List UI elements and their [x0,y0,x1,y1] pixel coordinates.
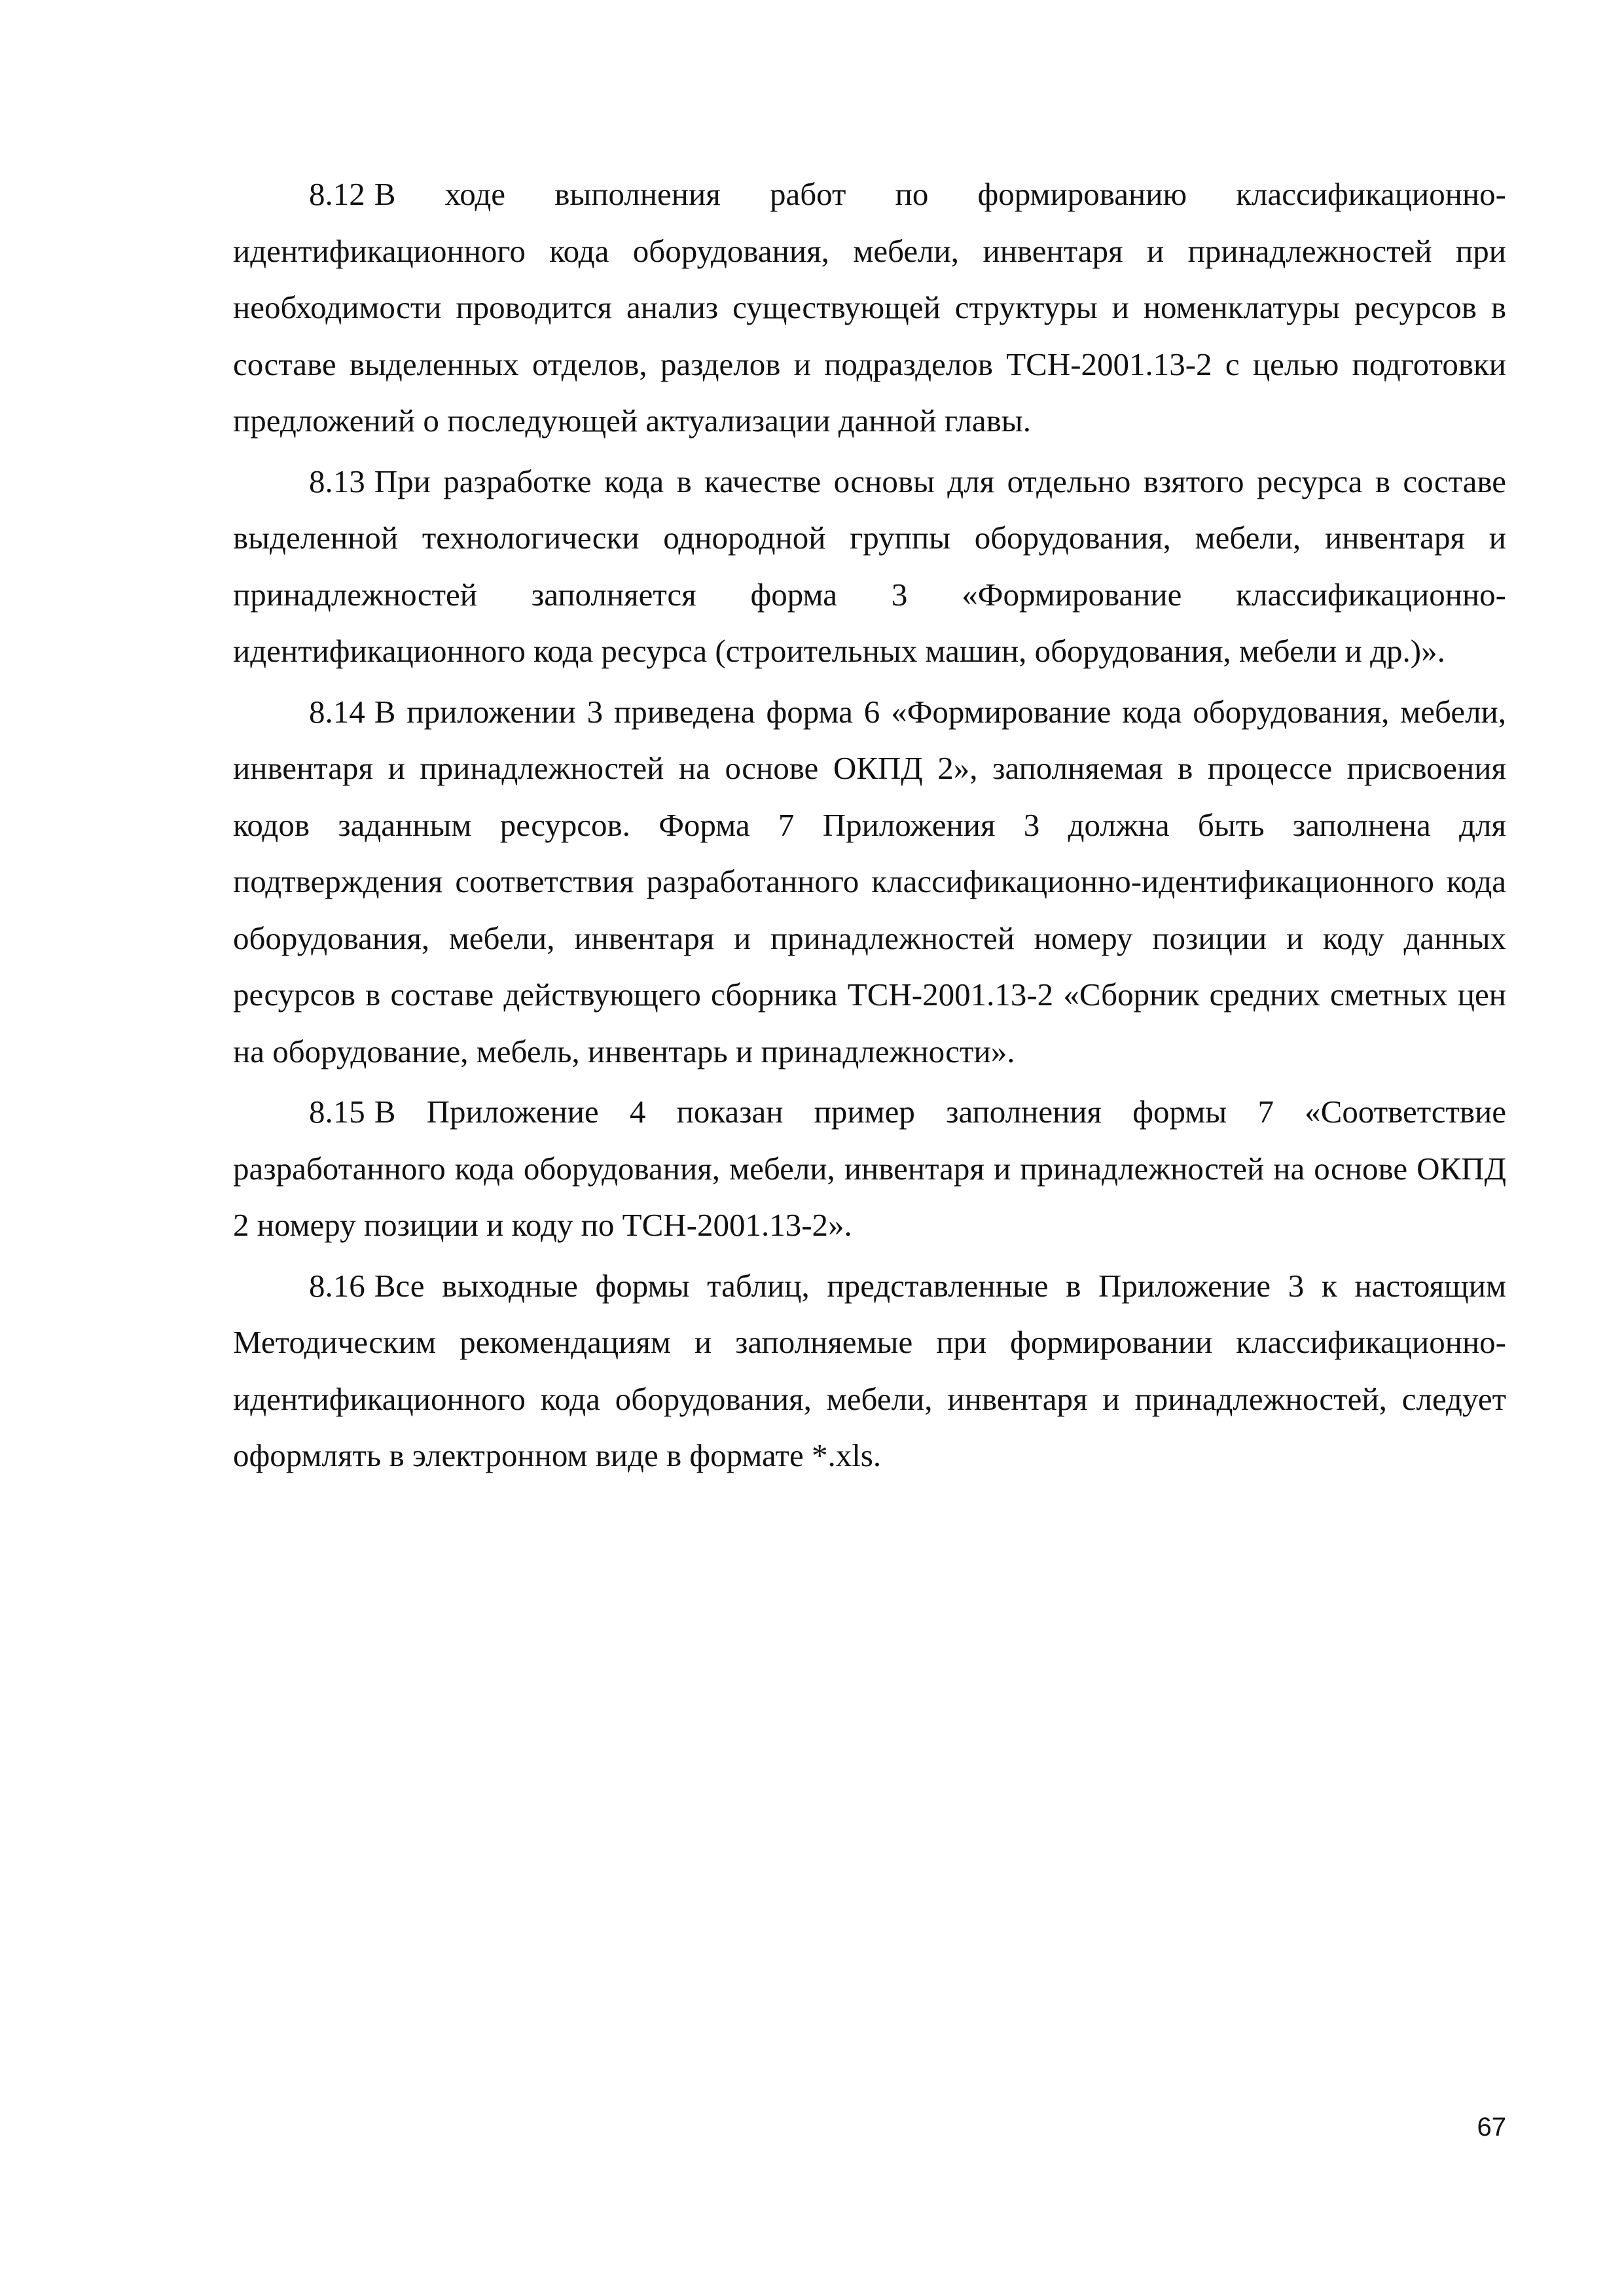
paragraph-8-13 [233,454,1506,680]
paragraph-number: 8.13 [309,463,365,499]
paragraph-number: 8.15 [309,1094,365,1130]
paragraph-8-16 [233,1258,1506,1484]
paragraph-text: В приложении 3 приведена форма 6 «Формирование кода оборудования, мебели, инвентаря и принадлежностей на основе ОКПД 2», заполняемая в процессе присвоения кодов заданным ресурсов. Форма 7 Приложения 3 должна быть заполнена для подтверждения соответствия разработанного классификационно-идентификационного кода оборудования, мебели, инвентаря и принадлежностей номеру позиции и коду данных ресурсов в составе действующего сборника ТСН-2001.13-2 «Сборник средних сметных цен на оборудование, мебель, инвентарь и принадлежности». [233,693,1506,1069]
document-body [233,166,1506,1488]
paragraph-number: 8.12 [309,176,365,212]
paragraph-text: В ходе выполнения работ по формированию классификационно-идентификационного кода оборудования, мебели, инвентаря и принадлежностей при необходимости проводится анализ существующей структуры и номенклатуры ресурсов в составе выделенных отделов, разделов и подразделов ТСН-2001.13-2 с целью подготовки предложений о последующей актуализации данной главы. [233,176,1506,439]
paragraph-8-15 [233,1084,1506,1254]
paragraph-text: При разработке кода в качестве основы для отдельно взятого ресурса в составе выделенной технологически однородной группы оборудования, мебели, инвентаря и принадлежностей заполняется форма 3 «Формирование классификационно-идентификационного кода ресурса (строительных машин, оборудования, мебели и др.)». [233,463,1506,669]
paragraph-number: 8.16 [309,1267,365,1304]
page-number: 67 [1477,2113,1506,2142]
paragraph-text: В Приложение 4 показан пример заполнения формы 7 «Соответствие разработанного кода оборудования, мебели, инвентаря и принадлежностей на основе ОКПД 2 номеру позиции и коду по ТСН-2001.13-2». [233,1094,1506,1243]
paragraph-text: Все выходные формы таблиц, представленные в Приложение 3 к настоящим Методическим рекомендациям и заполняемые при формировании классификационно-идентификационного кода оборудования, мебели, инвентаря и принадлежностей, следует оформлять в электронном виде в формате *.xls. [233,1267,1506,1473]
paragraph-number: 8.14 [309,693,365,730]
paragraph-8-12 [233,166,1506,450]
paragraph-8-14 [233,684,1506,1081]
